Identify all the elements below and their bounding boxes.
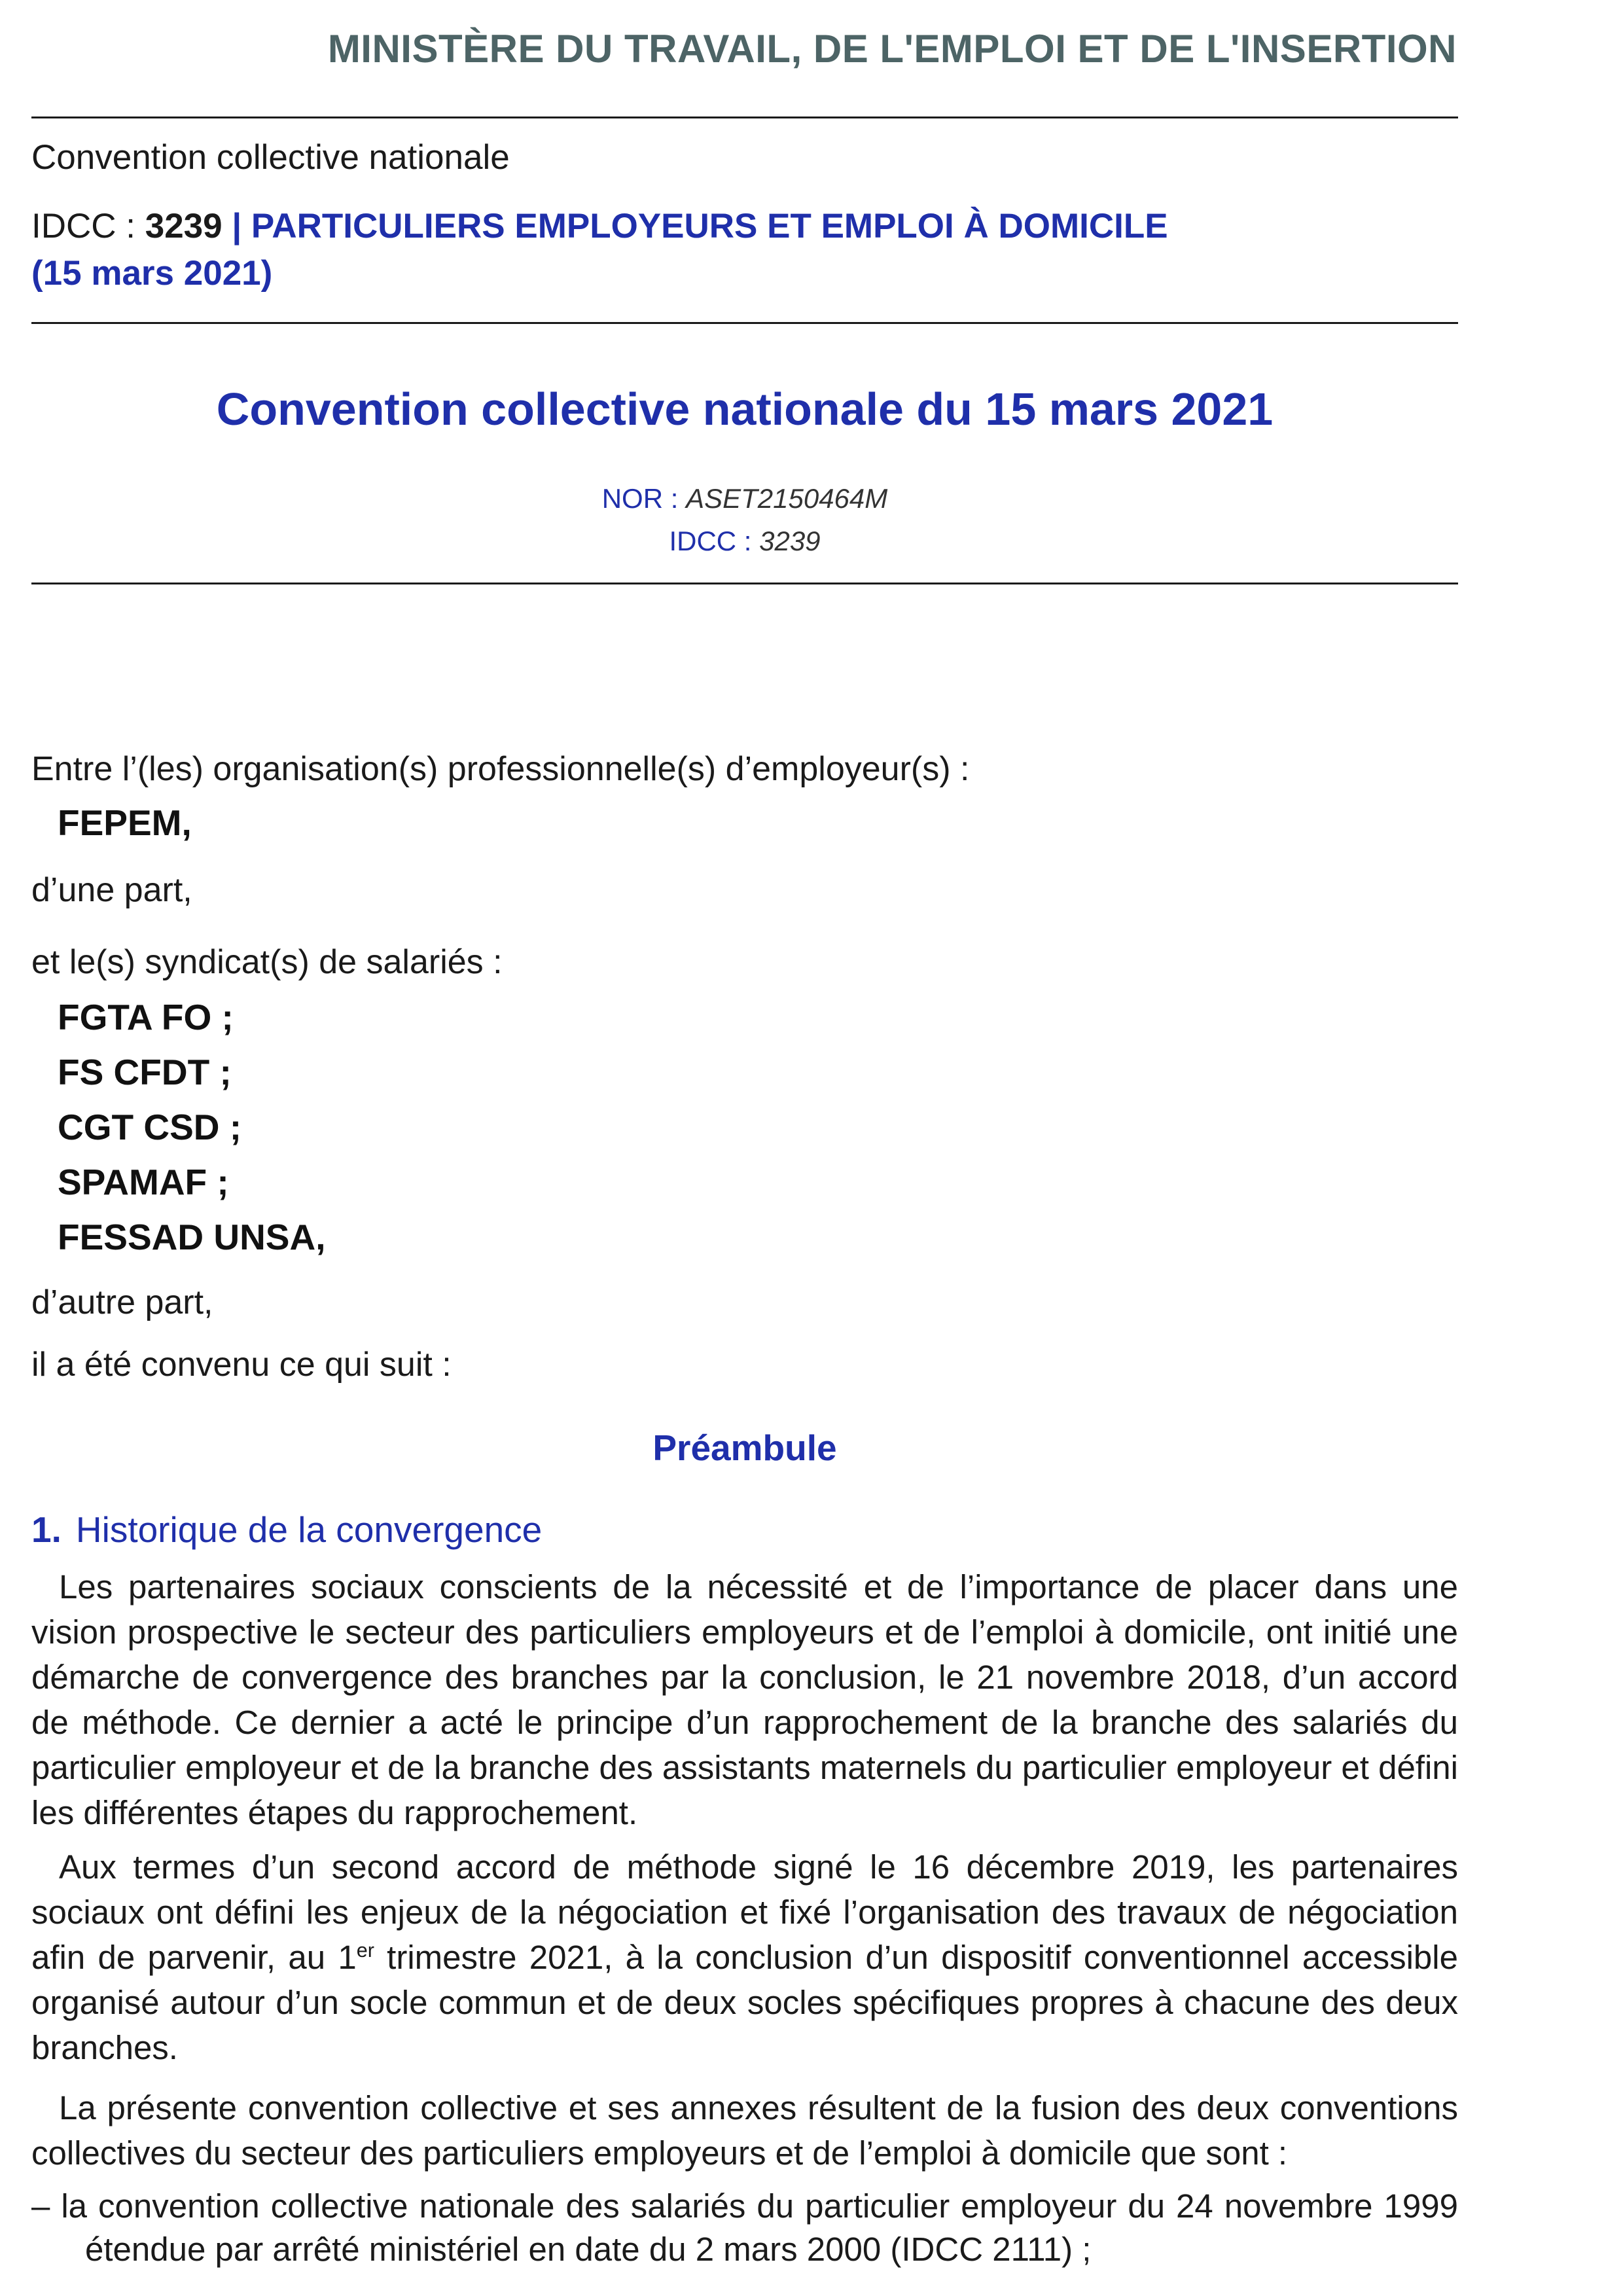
idcc-separator: | (222, 207, 251, 245)
idcc-ref-value: 3239 (759, 526, 821, 556)
preamble-heading: Préambule (652, 1427, 837, 1468)
union-item: CGT CSD ; (58, 1107, 242, 1147)
paragraph (31, 1844, 1458, 2070)
idcc-reference (31, 526, 1458, 557)
list-item: – la convention collective nationale des salariés du particulier employeur du 24 novembre 1999 étendue par arrêté ministériel en date du 2 mars 2000 (IDCC 2111) ; (31, 2187, 1458, 2268)
part-one-text: d’une part, (31, 871, 192, 909)
document-title: Convention collective nationale du 15 mars 2021 (216, 384, 1274, 435)
header-rule-middle (31, 322, 1458, 324)
union-item: FGTA FO ; (58, 997, 234, 1037)
branch-date: (15 mars 2021) (31, 254, 273, 293)
idcc-number: 3239 (145, 207, 223, 245)
paragraph-text: trimestre 2021, à la conclusion d’un dispositif conventionnel accessible organisé autour d’un socle commun et de deux socles spécifiques propres à chacune des deux branches. (31, 1939, 1458, 2066)
employer-org: FEPEM, (58, 802, 192, 843)
section-heading (31, 1509, 542, 1551)
ministry-header: MINISTÈRE DU TRAVAIL, DE L'EMPLOI ET DE L'INSERTION (327, 27, 1457, 71)
paragraph: La présente convention collective et ses annexes résultent de la fusion des deux conventions collectives du secteur des particuliers employeurs et de l’emploi à domicile que sont : (31, 2089, 1458, 2172)
union-item: FS CFDT ; (58, 1052, 232, 1092)
paragraph-text: Aux termes d’un second accord de méthode signé le 16 décembre 2019, les partenaires sociaux ont défini les enjeux de la négociation et fixé l’organisation des travaux de négociation afin de parvenir, au 1 (31, 1848, 1458, 1976)
idcc-header (31, 203, 1458, 297)
header-rule-top (31, 117, 1458, 118)
header-rule-bottom (31, 583, 1458, 584)
union-item: SPAMAF ; (58, 1162, 229, 1202)
ordinal-superscript: er (356, 1939, 374, 1962)
nor-value: ASET2150464M (686, 483, 888, 514)
idcc-ref-label: IDCC : (669, 526, 760, 556)
employers-intro: Entre l’(les) organisation(s) professionnelle(s) d’employeur(s) : (31, 750, 970, 788)
nor-label: NOR : (601, 483, 687, 514)
section-title: Historique de la convergence (75, 1509, 543, 1550)
idcc-prefix: IDCC : (31, 207, 145, 245)
convention-label: Convention collective nationale (31, 138, 510, 177)
nor-reference (31, 483, 1458, 514)
unions-intro: et le(s) syndicat(s) de salariés : (31, 943, 503, 981)
section-number: 1. (31, 1509, 62, 1550)
part-two-text: d’autre part, (31, 1283, 213, 1321)
union-item: FESSAD UNSA, (58, 1217, 326, 1257)
branch-title: PARTICULIERS EMPLOYEURS ET EMPLOI À DOMICILE (251, 207, 1168, 245)
paragraph: Les partenaires sociaux conscients de la nécessité et de l’importance de placer dans une vision prospective le secteur des particuliers employeurs et de l’emploi à domicile, ont initié une démarche de convergence des branches par la conclusion, le 21 novembre 2018, d’un accord de méthode. Ce dernier a acté le principe d’un rapprochement de la branche des salariés du particulier employeur et de la branche des assistants maternels du particulier employeur et défini les différentes étapes du rapprochement. (31, 1568, 1458, 1831)
agreed-text: il a été convenu ce qui suit : (31, 1346, 452, 1384)
